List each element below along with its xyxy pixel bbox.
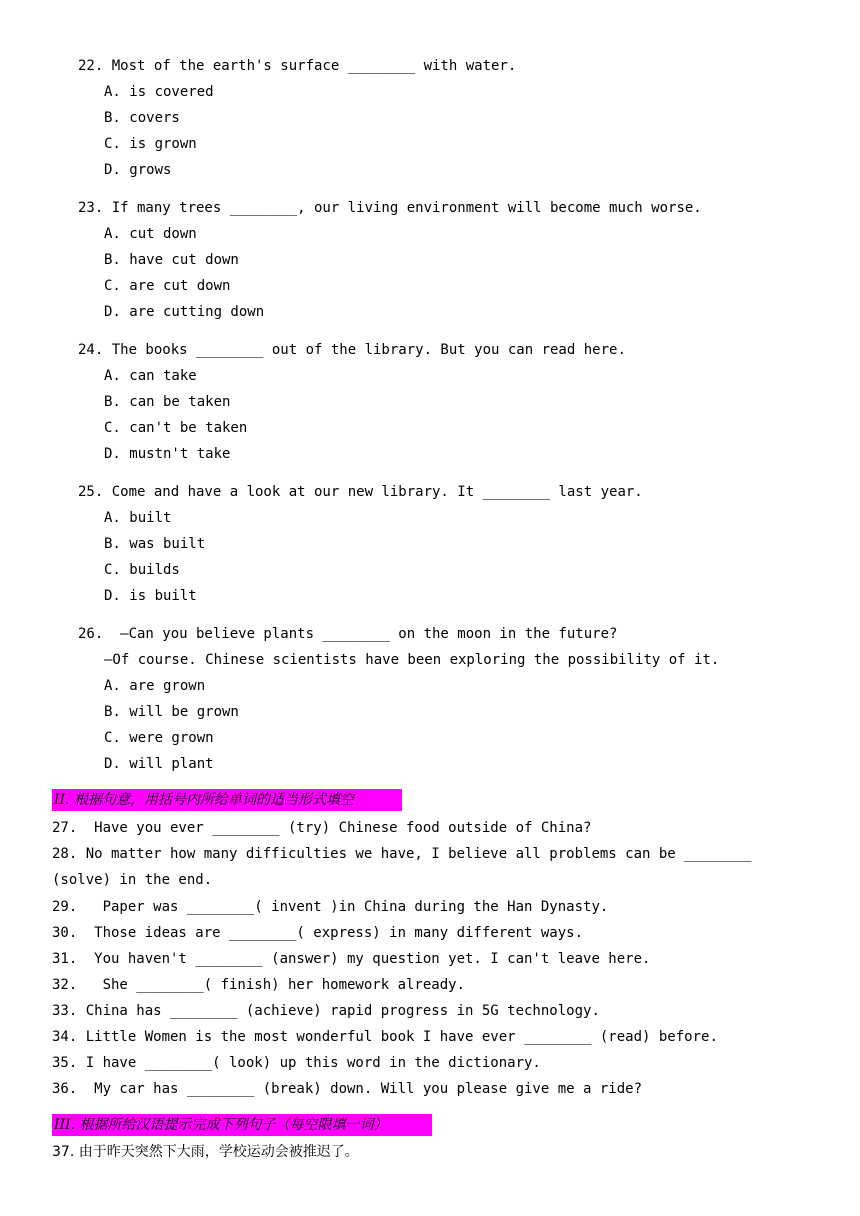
section-2-heading: II. 根据句意，用括号内所给单词的适当形式填空 [52, 789, 402, 811]
fill-item-28: 28. No matter how many difficulties we have, I believe all problems can be ________ (solve) in the end. [52, 846, 752, 888]
fill-item-33: 33. China has ________ (achieve) rapid progress in 5G technology. [52, 1003, 600, 1019]
fill-item-27: 27. Have you ever ________ (try) Chinese food outside of China? [52, 820, 592, 836]
question-26-stem-reply: —Of course. Chinese scientists have been exploring the possibility of it. [104, 652, 720, 668]
fill-item-36: 36. My car has ________ (break) down. Will you please give me a ride? [52, 1081, 643, 1097]
fill-item-30: 30. Those ideas are ________( express) in many different ways. [52, 925, 584, 941]
question-26-stem: 26. —Can you believe plants ________ on the moon in the future? [78, 626, 618, 642]
question-23-option-b: B. have cut down [104, 252, 239, 268]
question-25-option-a: A. built [104, 510, 172, 526]
question-25-option-d: D. is built [104, 588, 197, 604]
question-23-option-c: C. are cut down [104, 278, 231, 294]
question-25-stem: 25. Come and have a look at our new library. It ________ last year. [78, 484, 643, 500]
question-26-option-d: D. will plant [104, 756, 214, 772]
question-23-option-a: A. cut down [104, 226, 197, 242]
question-26-option-b: B. will be grown [104, 704, 239, 720]
question-23-option-d: D. are cutting down [104, 304, 265, 320]
question-22-option-d: D. grows [104, 162, 172, 178]
fill-item-31: 31. You haven't ________ (answer) my question yet. I can't leave here. [52, 951, 651, 967]
question-22-option-c: C. is grown [104, 136, 197, 152]
fill-item-29: 29. Paper was ________( invent )in China during the Han Dynasty. [52, 899, 609, 915]
fill-item-34: 34. Little Women is the most wonderful book I have ever ________ (read) before. [52, 1029, 718, 1045]
question-26-option-a: A. are grown [104, 678, 206, 694]
question-24-option-b: B. can be taken [104, 394, 231, 410]
question-22-stem: 22. Most of the earth's surface ________ with water. [78, 58, 517, 74]
question-24-option-a: A. can take [104, 368, 197, 384]
question-22-option-a: A. is covered [104, 84, 214, 100]
translate-item-37: 37. 由于昨天突然下大雨，学校运动会被推迟了。 [52, 1144, 359, 1160]
question-25-option-b: B. was built [104, 536, 206, 552]
question-24-option-d: D. mustn't take [104, 446, 231, 462]
question-25-option-c: C. builds [104, 562, 180, 578]
question-23-stem: 23. If many trees ________, our living environment will become much worse. [78, 200, 702, 216]
question-22-option-b: B. covers [104, 110, 180, 126]
question-24-option-c: C. can't be taken [104, 420, 248, 436]
question-24-stem: 24. The books ________ out of the library. But you can read here. [78, 342, 626, 358]
question-26-option-c: C. were grown [104, 730, 214, 746]
fill-item-35: 35. I have ________( look) up this word in the dictionary. [52, 1055, 541, 1071]
fill-item-32: 32. She ________( finish) her homework already. [52, 977, 466, 993]
section-3-heading: III. 根据所给汉语提示完成下列句子（每空限填一词） [52, 1114, 432, 1136]
